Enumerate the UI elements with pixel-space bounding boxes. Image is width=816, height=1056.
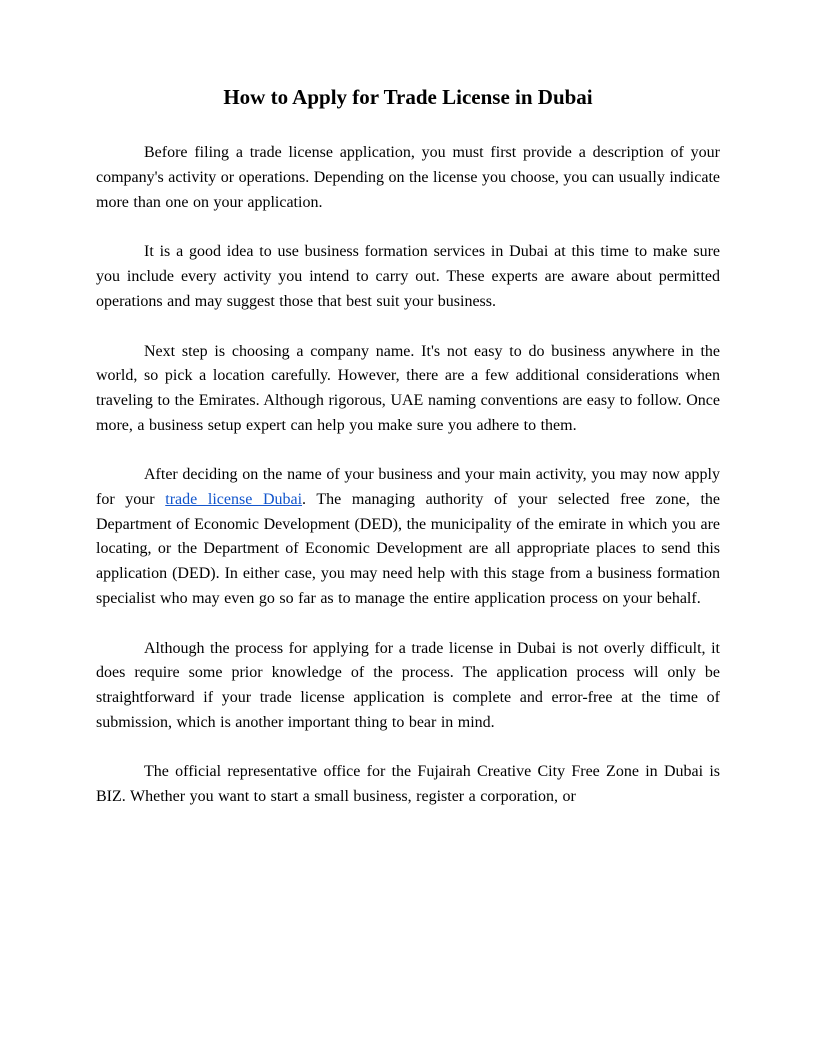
paragraph-text: After deciding on the name of your business and your main activity, you may now apply for your xyxy=(96,466,720,509)
paragraph: The official representative office for the Fujairah Creative City Free Zone in Dubai is BIZ. Whether you want to start a small business, register a corporation, or xyxy=(96,763,720,806)
paragraph: Before filing a trade license application, you must first provide a description of your company's activity or operations. Depending on the license you choose, you can usually indicate more than one on your application. xyxy=(96,144,720,211)
paragraph: It is a good idea to use business formation services in Dubai at this time to make sure you include every activity you intend to carry out. These experts are aware about permitted operations and may suggest those that best suit your business. xyxy=(96,243,720,310)
paragraph: Although the process for applying for a trade license in Dubai is not overly difficult, it does require some prior knowledge of the process. The application process will only be straightforward if your trade license application is complete and error-free at the time of submission, which is another important thing to bear in mind. xyxy=(96,639,720,731)
trade-license-dubai-link[interactable]: trade license Dubai xyxy=(165,491,303,509)
paragraph xyxy=(96,463,720,611)
paragraph-text: . The managing authority of your selected free zone, the Department of Economic Development (DED), the municipality of the emirate in which you are locating, or the Department of Economic Development are all appropriate places to send this application (DED). In either case, you may need help with this stage from a business formation specialist who may even go so far as to manage the entire application process on your behalf. xyxy=(96,491,721,607)
page-title: How to Apply for Trade License in Dubai xyxy=(223,85,593,109)
paragraph: Next step is choosing a company name. It's not easy to do business anywhere in the world, so pick a location carefully. However, there are a few additional considerations when traveling to the Emirates. Although rigorous, UAE naming conventions are easy to follow. Once more, a business setup expert can help you make sure you adhere to them. xyxy=(96,342,720,434)
